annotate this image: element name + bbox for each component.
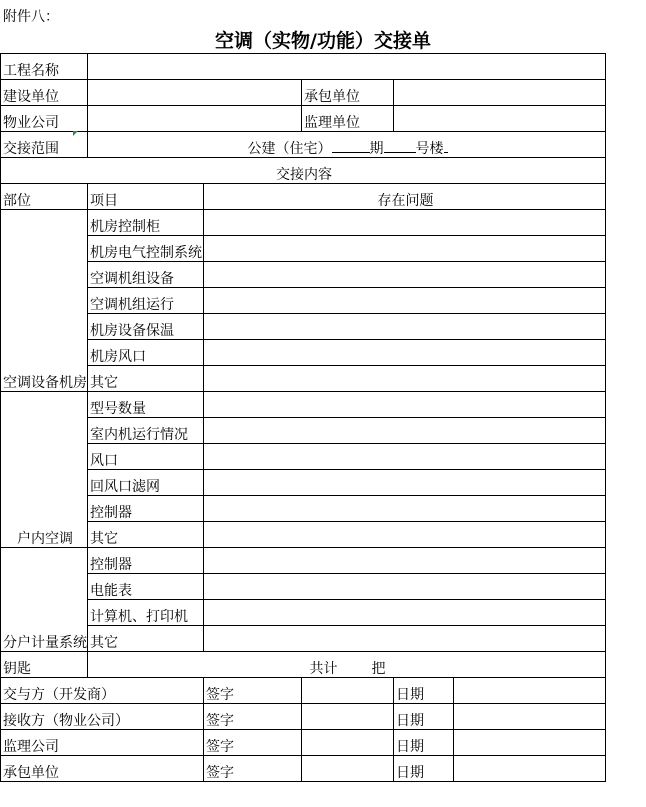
issue-field[interactable] [204, 418, 606, 444]
date-label: 日期 [394, 756, 454, 782]
item-label: 计算机、打印机 [88, 600, 204, 626]
item-label: 其它 [88, 366, 204, 392]
keys-label: 钥匙 [1, 652, 88, 678]
item-label: 风口 [88, 444, 204, 470]
inspection-row [1, 366, 606, 392]
issue-field[interactable] [204, 522, 606, 548]
property-field[interactable] [88, 106, 302, 132]
date-field[interactable] [454, 756, 606, 782]
inspection-row [1, 600, 606, 626]
col-issue-header: 存在问题 [204, 184, 606, 210]
signoff-party-label: 监理公司 [1, 730, 204, 756]
issue-field[interactable] [204, 392, 606, 418]
item-label: 室内机运行情况 [88, 418, 204, 444]
scope-building: 号楼 [415, 141, 444, 157]
builder-label: 建设单位 [1, 80, 88, 106]
inspection-row [1, 210, 606, 236]
keys-count-field[interactable] [88, 652, 606, 678]
issue-field[interactable] [204, 600, 606, 626]
inspection-row [1, 470, 606, 496]
scope-phase: 期 [369, 141, 384, 157]
keys-total-label: 共计 [309, 661, 338, 677]
scope-field[interactable] [88, 132, 606, 158]
supervisor-label: 监理单位 [302, 106, 394, 132]
issue-field[interactable] [204, 548, 606, 574]
inspection-row [1, 574, 606, 600]
inspection-row [1, 340, 606, 366]
section-part-label: 空调设备机房 [1, 210, 88, 392]
inspection-row [1, 548, 606, 574]
contractor-field[interactable] [394, 80, 606, 106]
keys-row [1, 652, 606, 678]
builder-field[interactable] [88, 80, 302, 106]
content-heading: 交接内容 [1, 158, 606, 184]
issue-field[interactable] [204, 210, 606, 236]
inspection-row [1, 626, 606, 652]
col-part-header: 部位 [1, 184, 88, 210]
signoff-party-label: 接收方（物业公司） [1, 704, 204, 730]
item-label: 机房电气控制系统 [88, 236, 204, 262]
issue-field[interactable] [204, 444, 606, 470]
item-label: 空调机组设备 [88, 262, 204, 288]
inspection-row [1, 262, 606, 288]
col-item-header: 项目 [88, 184, 204, 210]
sign-label: 签字 [204, 730, 302, 756]
keys-unit-label: 把 [371, 661, 386, 677]
item-label: 其它 [88, 522, 204, 548]
issue-field[interactable] [204, 314, 606, 340]
inspection-row [1, 392, 606, 418]
item-label: 机房控制柜 [88, 210, 204, 236]
issue-field[interactable] [204, 288, 606, 314]
issue-field[interactable] [204, 470, 606, 496]
signoff-row [1, 756, 606, 782]
form-title: 空调（实物/功能）交接单 [215, 30, 431, 52]
inspection-row [1, 418, 606, 444]
signature-field[interactable] [302, 756, 394, 782]
scope-label: 交接范围 [1, 132, 88, 158]
inspection-row [1, 496, 606, 522]
issue-field[interactable] [204, 366, 606, 392]
sections-body [1, 210, 606, 652]
issue-field[interactable] [204, 236, 606, 262]
cell-comment-marker [73, 131, 78, 136]
signoff-party-label: 承包单位 [1, 756, 204, 782]
item-label: 电能表 [88, 574, 204, 600]
signoff-row [1, 704, 606, 730]
item-label: 空调机组运行 [88, 288, 204, 314]
date-field[interactable] [454, 678, 606, 704]
item-label: 机房设备保温 [88, 314, 204, 340]
signoff-row [1, 730, 606, 756]
item-label: 控制器 [88, 548, 204, 574]
attachment-label: 附件八： [3, 9, 59, 25]
trailing-blank [444, 138, 448, 153]
inspection-row [1, 444, 606, 470]
date-label: 日期 [394, 730, 454, 756]
section-part-label: 户内空调 [1, 392, 88, 548]
date-field[interactable] [454, 704, 606, 730]
item-label: 机房风口 [88, 340, 204, 366]
project-name-row [1, 54, 606, 80]
content-heading-row [1, 158, 606, 184]
item-label: 型号数量 [88, 392, 204, 418]
item-label: 控制器 [88, 496, 204, 522]
signoff-party-label: 交与方（开发商） [1, 678, 204, 704]
property-row [1, 106, 606, 132]
inspection-row [1, 236, 606, 262]
supervisor-field[interactable] [394, 106, 606, 132]
issue-field[interactable] [204, 626, 606, 652]
builder-row [1, 80, 606, 106]
scope-prefix: 公建（住宅） [247, 141, 332, 157]
handover-form [0, 53, 606, 782]
contractor-label: 承包单位 [302, 80, 394, 106]
date-label: 日期 [394, 678, 454, 704]
column-header-row [1, 184, 606, 210]
sign-label: 签字 [204, 704, 302, 730]
issue-field[interactable] [204, 340, 606, 366]
scope-row [1, 132, 606, 158]
inspection-row [1, 314, 606, 340]
phase-blank[interactable] [332, 138, 370, 153]
signoff-row [1, 678, 606, 704]
issue-field[interactable] [204, 496, 606, 522]
property-label: 物业公司 [1, 106, 88, 132]
issue-field[interactable] [204, 574, 606, 600]
project-name-field[interactable] [88, 54, 606, 80]
item-label: 其它 [88, 626, 204, 652]
inspection-row [1, 288, 606, 314]
inspection-row [1, 522, 606, 548]
signoff-body [1, 678, 606, 782]
sign-label: 签字 [204, 678, 302, 704]
project-name-label: 工程名称 [1, 54, 88, 80]
date-field[interactable] [454, 730, 606, 756]
issue-field[interactable] [204, 262, 606, 288]
sign-label: 签字 [204, 756, 302, 782]
date-label: 日期 [394, 704, 454, 730]
signature-field[interactable] [302, 704, 394, 730]
signature-field[interactable] [302, 730, 394, 756]
signature-field[interactable] [302, 678, 394, 704]
section-part-label: 分户计量系统 [1, 548, 88, 652]
item-label: 回风口滤网 [88, 470, 204, 496]
building-blank[interactable] [384, 138, 416, 153]
